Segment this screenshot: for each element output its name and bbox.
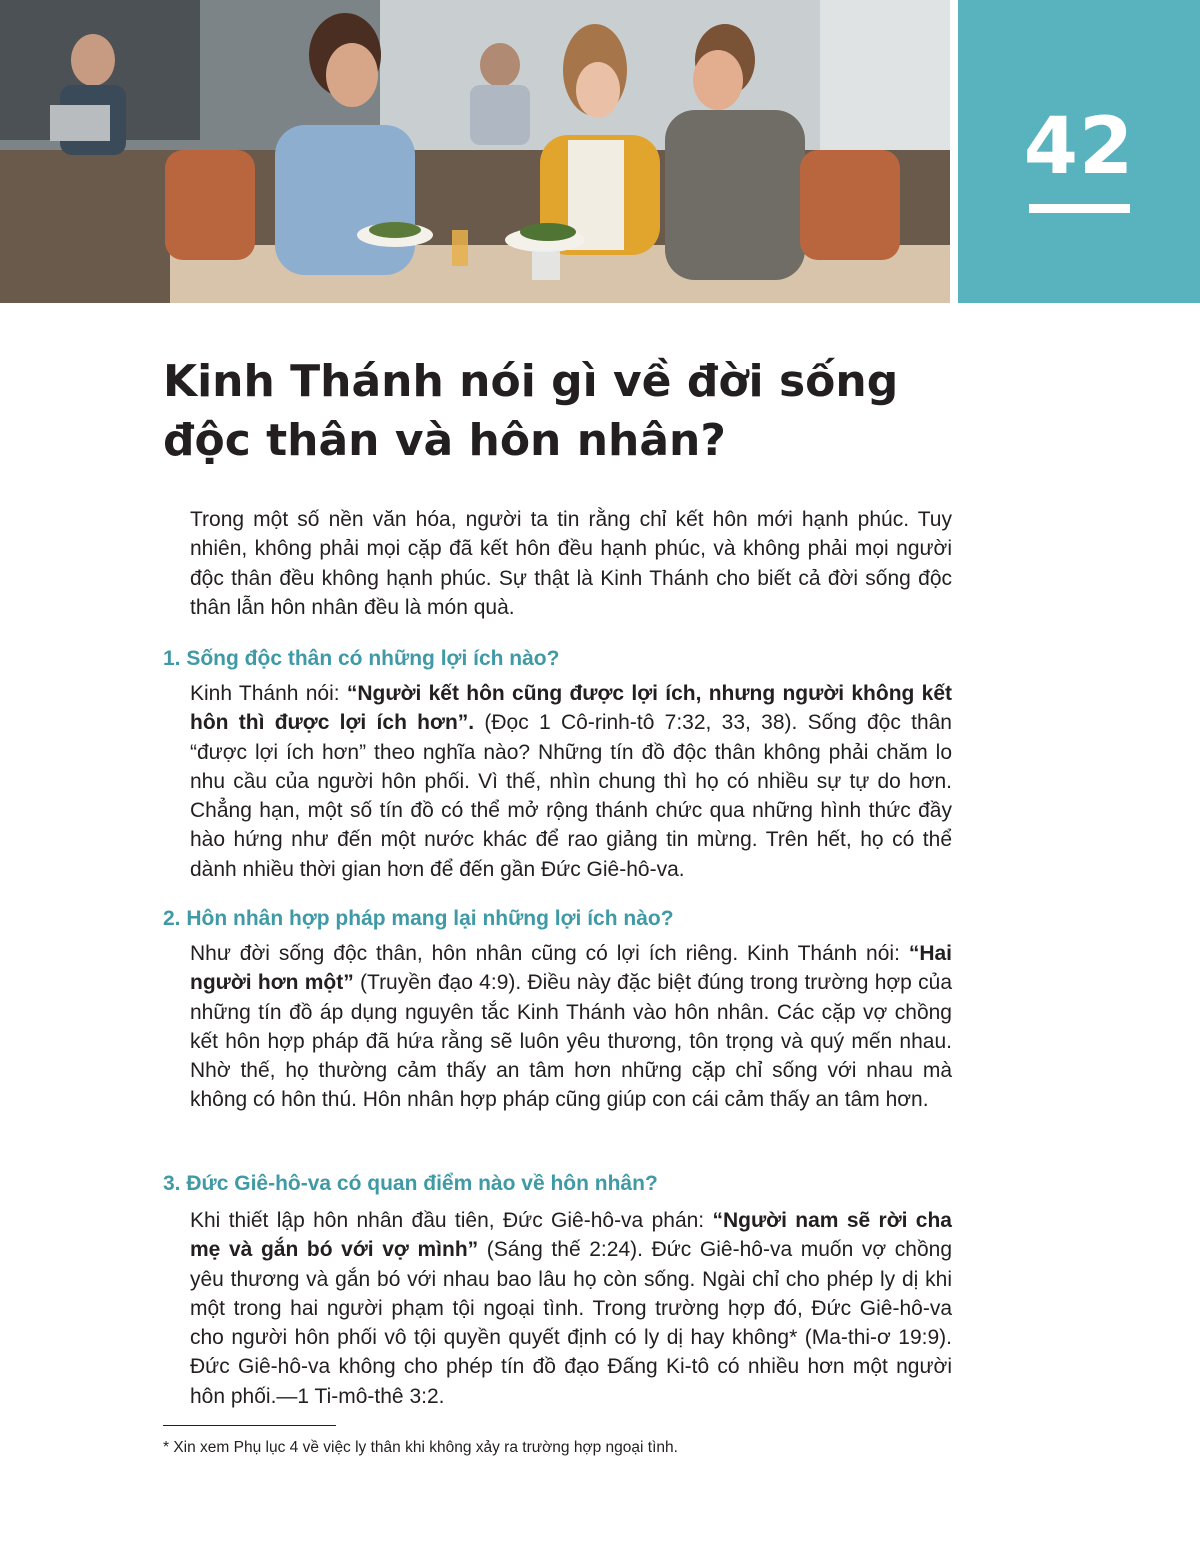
cafe-photo-illustration [0,0,950,303]
section-2-quote: “Hai người hơn một” [190,942,952,995]
lesson-badge [958,0,1200,303]
intro-paragraph: Trong một số nền văn hóa, người ta tin rằng chỉ kết hôn mới hạnh phúc. Tuy nhiên, không phải mọi cặp đã kết hôn đều hạnh phúc, và không phải mọi người độc thân đều không hạnh phúc. Sự thật là Kinh Thánh cho biết cả đời sống độc thân lẫn hôn nhân đều là món quà. [190,508,952,619]
footnote-divider [163,1425,336,1426]
section-3-rest: (Sáng thế 2:24). Đức Giê-hô-va muốn vợ chồng yêu thương và gắn bó với nhau bao lâu họ còn sống. Ngài chỉ cho phép ly dị khi một trong hai người phạm tội ngoại tình. Trong trường hợp đó, Đức Giê-hô-va cho người hôn phối vô tội quyền quyết định có ly dị hay không* (Ma-thi-ơ 19:9). Đức Giê-hô-va không cho phép tín đồ đạo Đấng Ki-tô có nhiều hơn một người hôn phối.—1 Ti-mô-thê 3:2. [190,1238,953,1408]
section-heading-2: 2. Hôn nhân hợp pháp mang lại những lợi ích nào? [163,907,674,930]
cafe-photo [0,0,950,303]
section-body-3 [190,1206,952,1411]
lesson-number-underline [1029,204,1130,213]
section-1-lead: Kinh Thánh nói: [190,682,347,705]
section-2-rest: (Truyền đạo 4:9). Điều này đặc biệt đúng trong trường hợp của những tín đồ áp dụng nguyên tắc Kinh Thánh vào hôn nhân. Các cặp vợ chồng kết hôn hợp pháp đã hứa rằng sẽ luôn yêu thương, tôn trọng và quý mến nhau. Nhờ thế, họ thường cảm thấy an tâm hơn những cặp chỉ sống với nhau mà không có hôn thú. Hôn nhân hợp pháp cũng giúp con cái cảm thấy an tâm hơn. [190,971,952,1112]
lesson-number: 42 [1023,102,1135,192]
section-2-lead: Như đời sống độc thân, hôn nhân cũng có lợi ích riêng. Kinh Thánh nói: [190,942,909,965]
section-1-quote: “Người kết hôn cũng được lợi ích, nhưng người không kết hôn thì được lợi ích hơn”. [190,682,952,735]
section-body-2 [190,939,952,1115]
section-heading-3: 3. Đức Giê-hô-va có quan điểm nào về hôn nhân? [163,1172,658,1195]
section-body-1 [190,679,952,884]
footnote: * Xin xem Phụ lục 4 về việc ly thân khi không xảy ra trường hợp ngoại tình. [163,1439,678,1456]
page-title: Kinh Thánh nói gì về đời sống độc thân và hôn nhân? [163,356,899,466]
section-1-rest: (Đọc 1 Cô-rinh-tô 7:32, 33, 38). Sống độc thân “được lợi ích hơn” theo nghĩa nào? Những tín đồ độc thân không phải chăm lo nhu cầu của người hôn phối. Vì thế, nhìn chung thì họ có nhiều sự tự do hơn. Chẳng hạn, một số tín đồ có thể mở rộng thánh chức qua những hình thức đầy hào hứng như đến một nước khác để rao giảng tin mừng. Trên hết, họ có thể dành nhiều thời gian hơn để đến gần Đức Giê-hô-va. [190,711,952,881]
section-heading-1: 1. Sống độc thân có những lợi ích nào? [163,647,560,670]
section-3-lead: Khi thiết lập hôn nhân đầu tiên, Đức Giê-hô-va phán: [190,1209,713,1232]
section-3-quote: “Người nam sẽ rời cha mẹ và gắn bó với vợ mình” [190,1209,952,1262]
